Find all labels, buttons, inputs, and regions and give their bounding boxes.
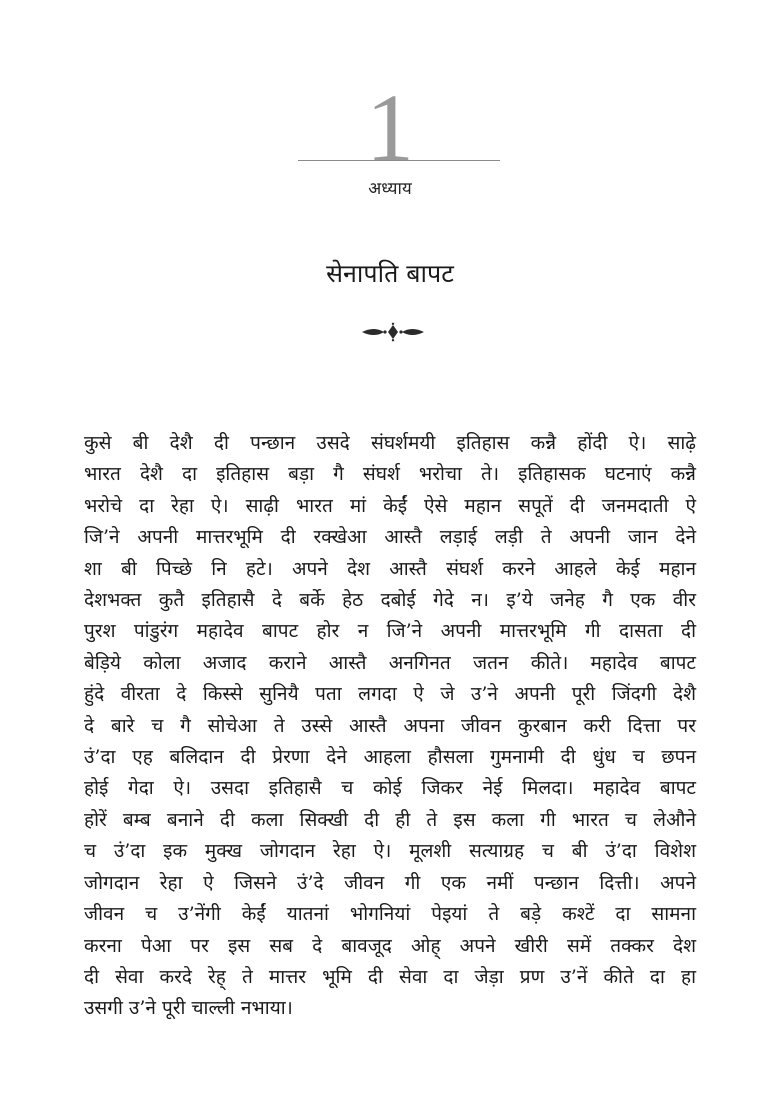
paragraph-line: भारत देशै दा इतिहास बड़ा गै संघर्श भरोचा ते। इतिहासक घटनाएं कन्नै	[84, 463, 696, 486]
ornament-icon	[360, 322, 426, 342]
paragraph-line: होई गेदा ऐ। उसदा इतिहासै च कोई जिकर नेई मिलदा। महादेव बापट	[84, 777, 696, 800]
paragraph-line: करना पेआ पर इस सब दे बावजूद ओह् अपने खीरी समें तक्कर देश	[84, 934, 696, 957]
chapter-label: अध्याय	[368, 179, 412, 199]
chapter-heading	[0, 74, 780, 181]
paragraph-line: हुंदे वीरता दे किस्से सुनियै पता लगदा ऐ जे उ’ने अपनी पूरी जिंदगी देशै	[84, 683, 696, 706]
chapter-divider-rule	[298, 160, 500, 161]
paragraph-line: उं’दा एह बलिदान दी प्रेरणा देने आहला हौसला गुमनामी दी धुंध च छपन	[84, 746, 696, 769]
paragraph-line: भरोचे दा रेहा ऐ। साढ़ी भारत मां केईं ऐसे महान सपूतें दी जनमदाती ऐ	[84, 494, 696, 517]
paragraph-line: दे बारे च गै सोचेआ ते उस्से आस्तै अपना जीवन कुरबान करी दित्ता पर	[84, 714, 696, 737]
paragraph-line: शा बी पिच्छे नि हटे। अपने देश आस्तै संघर्श करने आहले केई महान	[84, 557, 696, 580]
paragraph-line: होरें बम्ब बनाने दी कला सिक्खी दी ही ते इस कला गी भारत च लेऔने	[84, 808, 696, 831]
paragraph-line: दी सेवा करदे रेह् ते मात्तर भूमि दी सेवा दा जेड़ा प्रण उ’नें कीते दा हा	[84, 965, 696, 988]
chapter-number: 1	[366, 74, 414, 181]
body-paragraph	[84, 428, 696, 1025]
paragraph-line: जोगदान रेहा ऐ जिसने उं’दे जीवन गी एक नमीं पन्छान दित्ती। अपने	[84, 871, 696, 894]
paragraph-line: जीवन च उ’नेंगी केईं यातनां भोगनियां पेइयां ते बड़े कश्टें दा सामना	[84, 903, 696, 926]
paragraph-line: कुसे बी देशै दी पन्छान उसदे संघर्शमयी इतिहास कन्नै होंदी ऐ। साढ़े	[84, 432, 696, 454]
paragraph-line: उसगी उ’ने पूरी चाल्ली नभाया।	[84, 997, 293, 1020]
chapter-title: सेनापति बापट	[326, 259, 454, 288]
paragraph-line: जि’ने अपनी मात्तरभूमि दी रक्खेआ आस्तै लड़ाई लड़ी ते अपनी जान देने	[84, 526, 696, 549]
paragraph-line: बेड़िये कोला अजाद कराने आस्तै अनगिनत जतन कीते। महादेव बापट	[84, 651, 696, 674]
paragraph-line: देशभक्त कुतै इतिहासै दे बर्के हेठ दबोई गेदे न। इ’ये जनेह गै एक वीर	[84, 589, 696, 612]
paragraph-line: च उं’दा इक मुक्ख जोगदान रेहा ऐ। मूलशी सत्याग्रह च बी उं’दा विशेश	[84, 840, 696, 863]
paragraph-line: पुरश पांडुरंग महादेव बापट होर न जि’ने अपनी मात्तरभूमि गी दासता दी	[84, 620, 696, 643]
